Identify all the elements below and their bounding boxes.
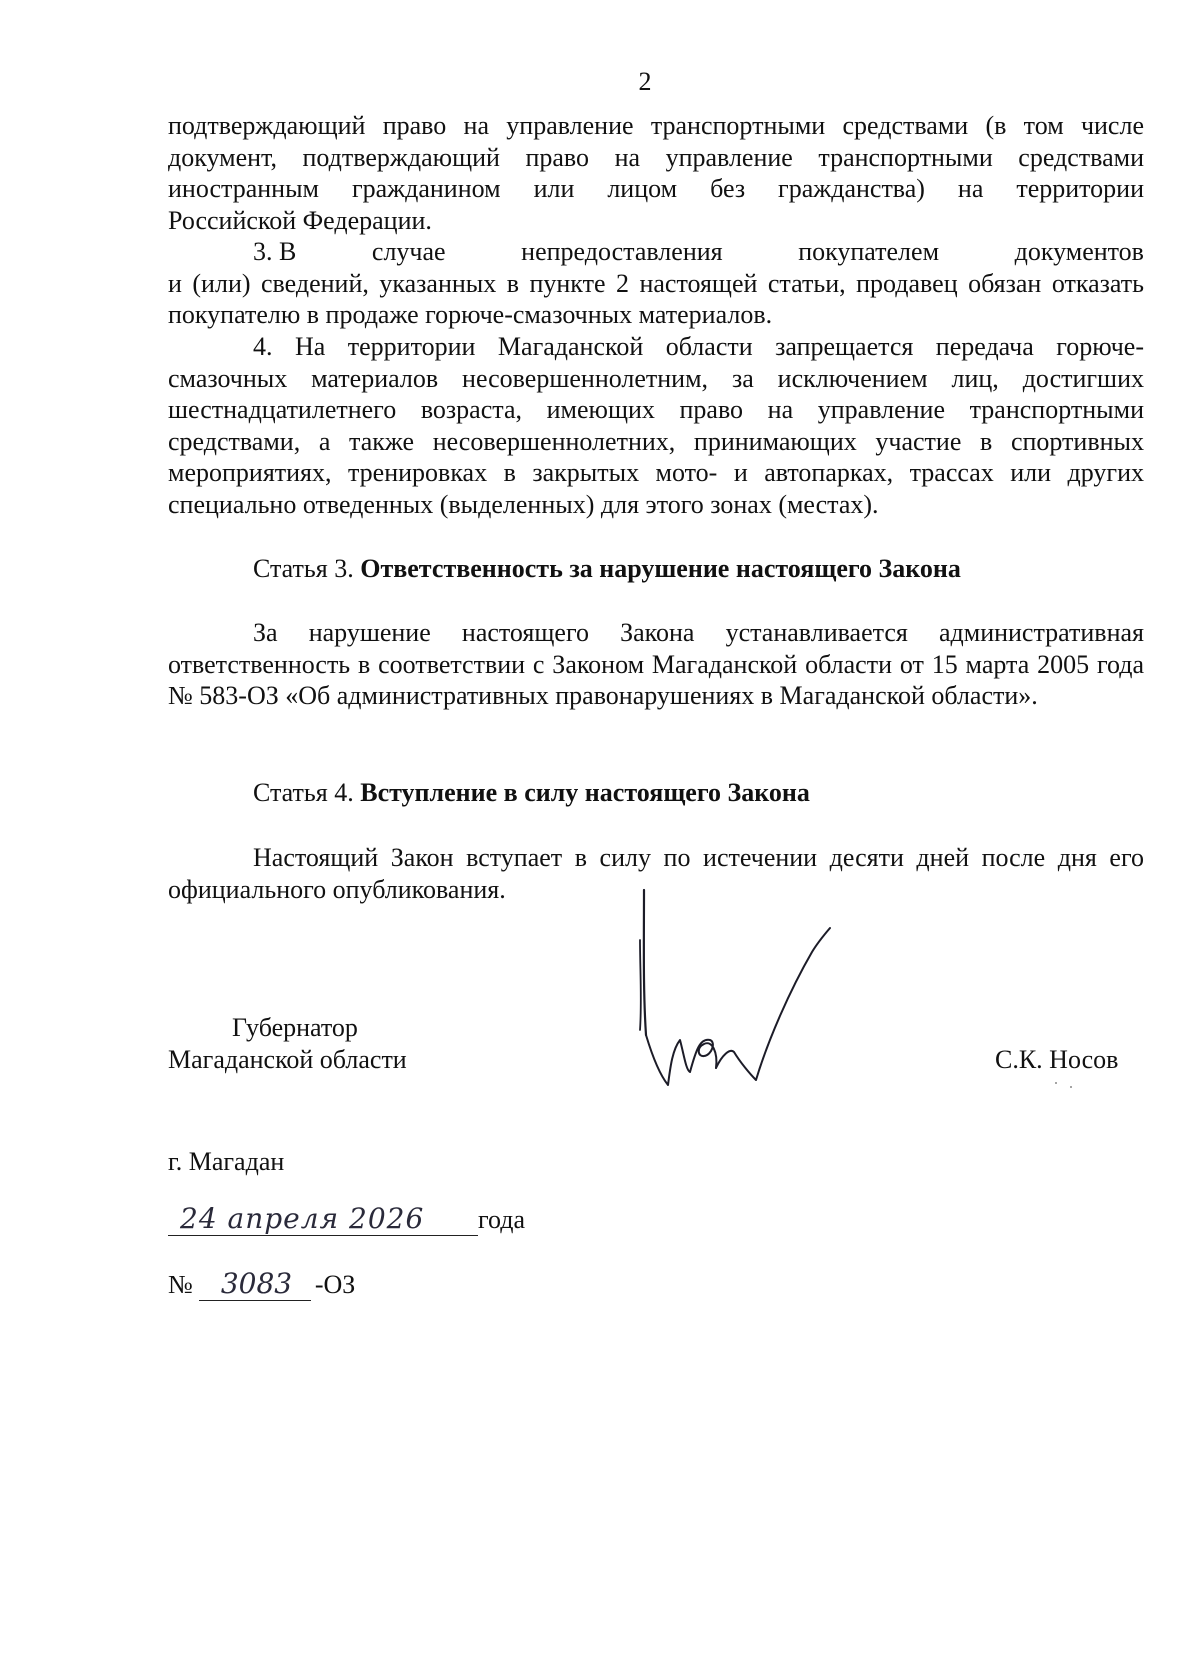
text-line: подтверждающий право на управление транспортными средствами (в том числе: [168, 111, 1144, 140]
article-4-prefix: Статья 4.: [253, 778, 354, 807]
handwritten-date: 24 апреля 2026: [168, 1203, 478, 1236]
continuation-line-1: [168, 110, 1144, 142]
text-line: документ, подтверждающий право на управление транспортными средствами: [168, 142, 1144, 172]
point-3-paragraph: [168, 236, 1144, 331]
word: покупателем: [798, 237, 940, 266]
point-3-rest: и (или) сведений, указанных в пункте 2 настоящей статьи, продавец обязан отказать покупателю в продаже горюче-смазочных материалов.: [168, 268, 1144, 329]
article-3-title: Ответственность за нарушение настоящего Закона: [360, 554, 961, 583]
article-3-body: [168, 617, 1144, 712]
article-4-title: Вступление в силу настоящего Закона: [360, 778, 810, 807]
text-line: иностранным гражданином или лицом без гражданства) на территории: [168, 174, 1144, 203]
number-suffix: -ОЗ: [314, 1270, 356, 1299]
law-number-line: [168, 1268, 355, 1301]
signatory-region: Магаданской области: [168, 1045, 407, 1074]
point-3-first-line: [168, 236, 1144, 268]
article-4-heading: [253, 777, 810, 809]
point-4-paragraph: [168, 331, 1144, 520]
continuation-line-2: [168, 142, 1144, 174]
continuation-line-3: [168, 173, 1144, 205]
point-4-text: 4. На территории Магаданской области запрещается передача горюче-смазочных материалов несовершеннолетним, за исключением лиц, достигших шестнадцатилетнего возраста, имеющих право на управление транспортными средствами, а также несовершеннолетних, принимающих участие в спортивных мероприятиях, тренировках в закрытых мото- и автопарках, трассах или других специально отведенных (выделенных) для этого зонах (местах).: [168, 332, 1144, 519]
scan-speck: [1070, 1086, 1072, 1088]
scan-speck: [1055, 1082, 1057, 1084]
continuation-line-4: Российской Федерации.: [168, 205, 432, 235]
word: 3. В: [253, 237, 297, 266]
signatory-title: Губернатор: [232, 1013, 358, 1042]
signatory-name: С.К. Носов: [995, 1045, 1119, 1074]
handwritten-number: 3083: [199, 1268, 311, 1301]
continuation-paragraph: [168, 110, 1144, 236]
date-suffix: года: [478, 1205, 526, 1234]
date-line: [168, 1203, 525, 1236]
word: документов: [1014, 237, 1144, 266]
article-3-text: За нарушение настоящего Закона устанавливается административная ответственность в соответствии с Законом Магаданской области от 15 марта 2005 года № 583-ОЗ «Об административных правонарушениях в Магаданской области».: [168, 618, 1144, 710]
handwritten-signature: [600, 880, 840, 1100]
city: г. Магадан: [168, 1147, 285, 1176]
page-number: 2: [638, 67, 652, 96]
article-3-prefix: Статья 3.: [253, 554, 354, 583]
article-4-text: Настоящий Закон вступает в силу по истечении десяти дней после дня его официального опубликования.: [168, 843, 1144, 904]
article-3-heading: [253, 553, 961, 585]
number-prefix: №: [168, 1270, 193, 1299]
word: случае: [371, 237, 446, 266]
word: непредоставления: [521, 237, 723, 266]
